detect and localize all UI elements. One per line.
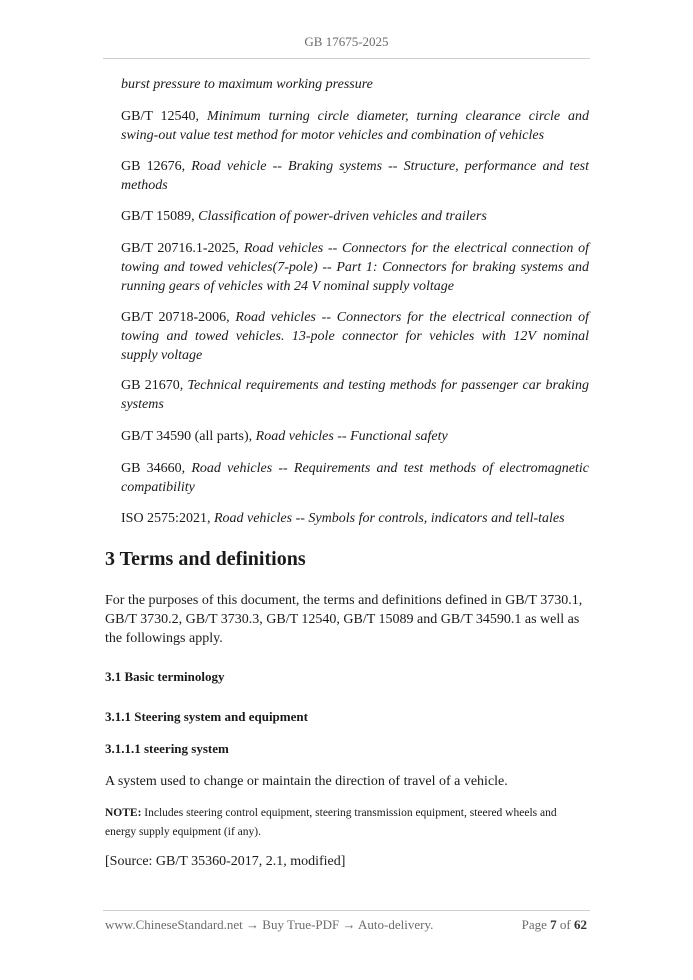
section-intro: For the purposes of this document, the terms and definitions defined in GB/T 3730.1, GB/T 3730.2, GB/T 3730.3, GB/T 12540, GB/T 15089 and GB/T 34590.1 as well as the followings apply. xyxy=(105,593,583,646)
source-citation: [Source: GB/T 35360-2017, 2.1, modified] xyxy=(105,854,346,869)
footer-site-link[interactable]: www.ChineseStandard.net → Buy True-PDF → Auto-delivery. xyxy=(105,917,434,932)
reference-entry: burst pressure to maximum working pressure xyxy=(121,77,373,92)
subsection-heading: 3.1.1 Steering system and equipment xyxy=(105,709,308,724)
reference-entry: GB/T 20718-2006, Road vehicles -- Connectors for the electrical connection of towing and towed vehicles. 13-pole connector for vehicles with 12V nominal supply voltage xyxy=(121,310,589,363)
reference-entry: GB/T 34590 (all parts), Road vehicles -- Functional safety xyxy=(121,429,448,444)
reference-entry: GB/T 20716.1-2025, Road vehicles -- Connectors for the electrical connection of towing and towed vehicles(7-pole) -- Part 1: Connectors for braking systems and running gears of vehicles with 24 V nominal supply voltage xyxy=(121,241,589,294)
term-heading: 3.1.1.1 steering system xyxy=(105,741,229,756)
page-number: Page 7 of 62 xyxy=(521,917,587,932)
reference-entry: ISO 2575:2021, Road vehicles -- Symbols for controls, indicators and tell-tales xyxy=(121,511,565,526)
header-divider xyxy=(103,58,590,59)
subsection-heading: 3.1 Basic terminology xyxy=(105,669,225,684)
note: NOTE: Includes steering control equipment, steering transmission equipment, steered wheels and energy supply equipment (if any). xyxy=(105,807,557,838)
reference-entry: GB 34660, Road vehicles -- Requirements and test methods of electromagnetic compatibility xyxy=(121,461,589,495)
reference-entry: GB 12676, Road vehicle -- Braking systems -- Structure, performance and test methods xyxy=(121,159,589,193)
reference-entry: GB 21670, Technical requirements and testing methods for passenger car braking systems xyxy=(121,378,589,412)
document-id-header: GB 17675-2025 xyxy=(304,34,389,49)
reference-entry: GB/T 12540, Minimum turning circle diameter, turning clearance circle and swing-out value test method for motor vehicles and combination of vehicles xyxy=(121,109,589,143)
footer-divider xyxy=(103,910,590,911)
term-definition: A system used to change or maintain the direction of travel of a vehicle. xyxy=(105,774,508,789)
section-heading: 3 Terms and definitions xyxy=(105,548,306,570)
reference-entry: GB/T 15089, Classification of power-driven vehicles and trailers xyxy=(121,209,487,224)
